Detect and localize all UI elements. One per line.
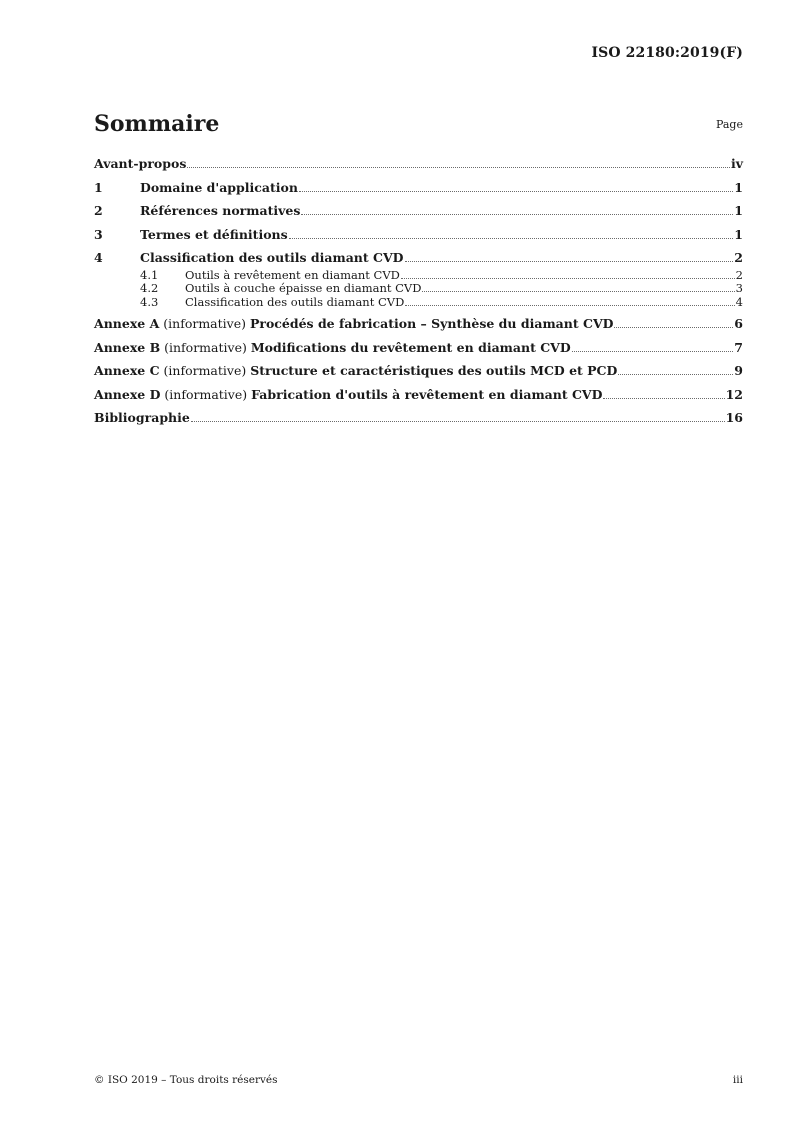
annex-label: Annexe C — [94, 363, 160, 378]
toc-subentry-page: 2 — [735, 267, 743, 282]
toc-subentries — [94, 268, 743, 309]
toc-subentry-number: 4.1 — [140, 267, 159, 282]
toc-subentry-number: 4.2 — [140, 281, 159, 295]
annex-title: Fabrication d'outils à revêtement en diamant CVD — [251, 386, 603, 402]
annex-label: Annexe D — [94, 386, 161, 402]
toc-entry-terms-definitions[interactable] — [94, 227, 743, 243]
toc-entry-normative-references[interactable] — [94, 203, 743, 219]
toc-entry-page: 1 — [734, 226, 743, 242]
toc-subentry-title: Outils à couche épaisse en diamant CVD — [185, 281, 422, 295]
toc-subentry-4-2[interactable] — [94, 281, 743, 295]
dot-leader — [289, 238, 734, 239]
toc-entry-page: iv — [730, 156, 743, 171]
toc-entry-number: 3 — [94, 226, 103, 242]
annex-note: (informative) — [160, 339, 251, 355]
toc-entry-page: 12 — [725, 386, 743, 402]
dot-leader — [603, 398, 724, 399]
dot-leader — [191, 421, 725, 422]
toc-entry-title — [94, 387, 602, 402]
toc-entry-bibliography[interactable] — [94, 410, 743, 426]
toc-subentry-number: 4.3 — [140, 294, 159, 309]
dot-leader — [614, 327, 733, 328]
toc-subentry-title: Outils à revêtement en diamant CVD — [185, 267, 400, 282]
toc-entry-page: 2 — [734, 250, 743, 265]
annex-note: (informative) — [159, 363, 251, 378]
toc-subentry-4-1[interactable] — [94, 268, 743, 282]
toc-entry-title — [94, 340, 571, 355]
toc-entry-title — [94, 316, 613, 331]
annex-title: Modifications du revêtement en diamant CVD — [250, 339, 571, 355]
toc-entry-page: 1 — [734, 179, 743, 195]
annex-label: Annexe B — [94, 339, 161, 355]
dot-leader — [405, 261, 734, 262]
toc-entry-number: 4 — [94, 250, 103, 265]
dot-leader — [572, 351, 734, 352]
toc-entry-number: 2 — [94, 203, 103, 218]
toc-entry-title: Références normatives — [140, 203, 301, 218]
annex-note: (informative) — [160, 386, 252, 402]
toc-entry-title: Avant-propos — [94, 156, 187, 171]
toc-entry-annex-a[interactable] — [94, 316, 743, 332]
toc-entry-annex-b[interactable] — [94, 340, 743, 356]
toc-entry-page: 6 — [734, 316, 743, 331]
dot-leader — [187, 167, 730, 168]
toc-subentry-page: 3 — [735, 281, 743, 295]
footer-copyright: © ISO 2019 – Tous droits réservés — [94, 1074, 278, 1086]
dot-leader — [422, 291, 734, 292]
dot-leader — [405, 305, 734, 306]
annex-label: Annexe A — [94, 316, 160, 331]
toc-entry-page: 16 — [725, 410, 743, 425]
annex-title: Structure et caractéristiques des outils MCD et PCD — [250, 363, 618, 378]
toc-entry-classification[interactable] — [94, 250, 743, 266]
dot-leader — [301, 214, 733, 215]
toc-entry-number: 1 — [94, 179, 103, 195]
toc-entry-page: 9 — [734, 363, 743, 378]
toc-subentry-4-3[interactable] — [94, 295, 743, 309]
dot-leader — [618, 374, 733, 375]
toc-entry-foreword[interactable] — [94, 156, 743, 172]
footer-page-number: iii — [732, 1074, 743, 1086]
dot-leader — [299, 191, 733, 192]
toc-entry-title: Bibliographie — [94, 410, 190, 425]
document-id: ISO 22180:2019(F) — [591, 45, 743, 61]
toc-entry-annex-d[interactable] — [94, 387, 743, 403]
toc-entry-annex-c[interactable] — [94, 363, 743, 379]
toc-subentry-title: Classification des outils diamant CVD — [185, 294, 405, 309]
toc-entry-title — [94, 363, 617, 378]
annex-title: Procédés de fabrication – Synthèse du diamant CVD — [249, 316, 614, 331]
toc-entry-title: Domaine d'application — [140, 179, 298, 195]
toc-entry-scope[interactable] — [94, 180, 743, 196]
toc-entry-page: 1 — [734, 203, 743, 218]
page-title: Sommaire — [94, 111, 220, 137]
toc-entry-title: Classification des outils diamant CVD — [140, 250, 404, 265]
table-of-contents — [94, 156, 743, 434]
page-column-label: Page — [715, 118, 743, 131]
toc-subentry-page: 4 — [735, 294, 743, 309]
dot-leader — [401, 278, 735, 279]
toc-entry-page: 7 — [734, 339, 743, 355]
annex-note: (informative) — [159, 316, 250, 331]
toc-entry-title: Termes et définitions — [140, 226, 288, 242]
